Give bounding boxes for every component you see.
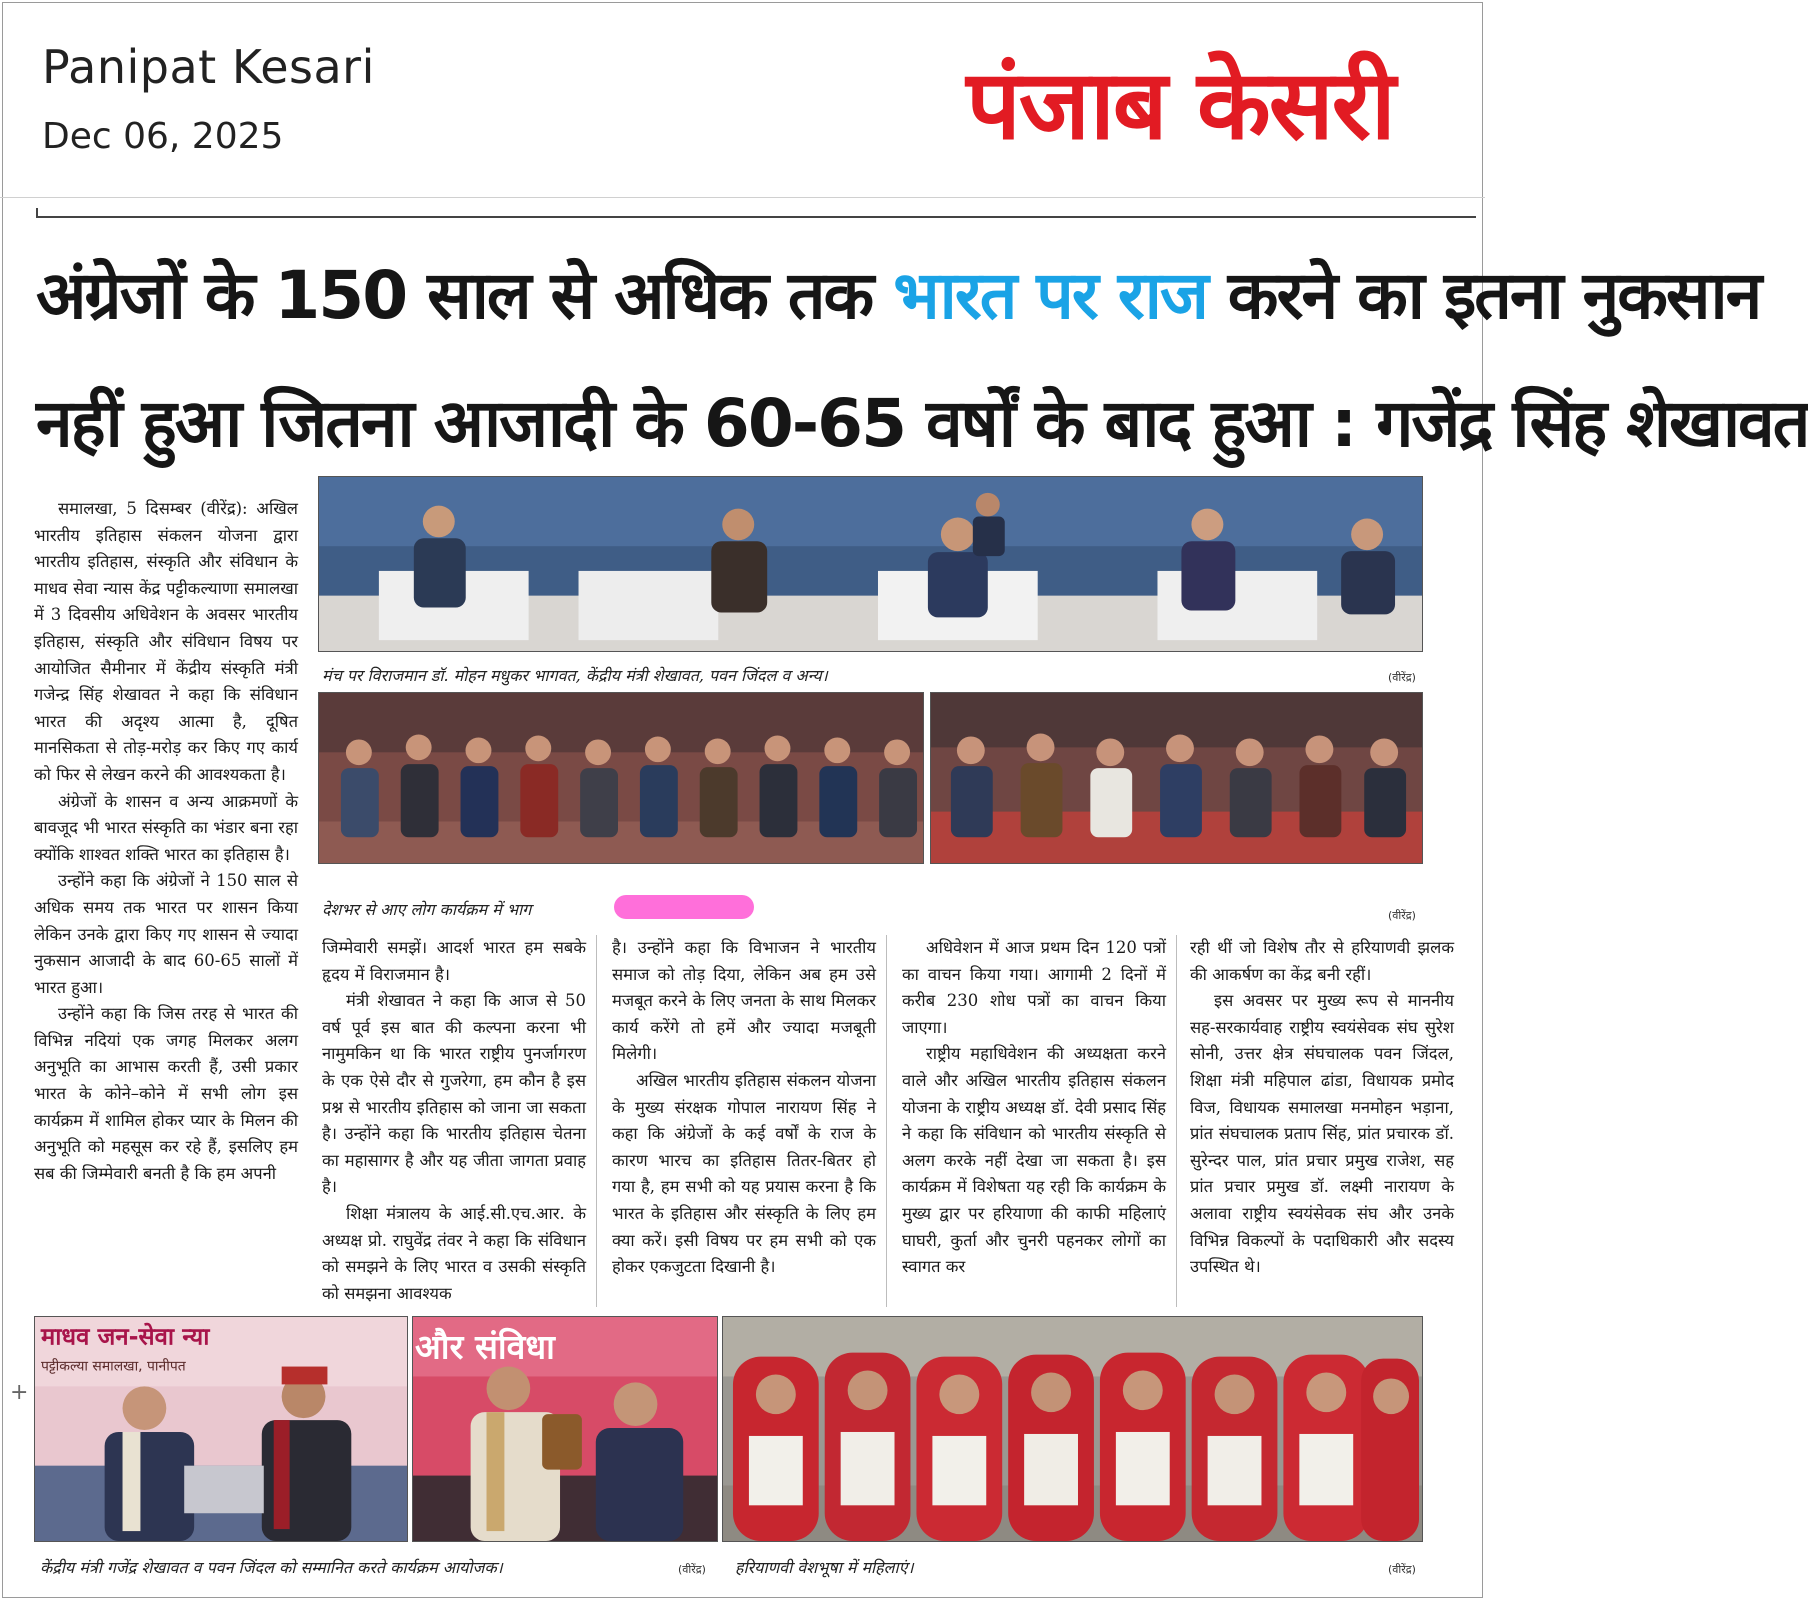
stage-photo: [318, 476, 1423, 652]
honor-banner-line-1: माधव जन-सेवा न्या: [40, 1322, 210, 1351]
article-paragraph: उन्होंने कहा कि जिस तरह से भारत की विभिन्न नदियां एक जगह मिलकर अलग अनुभूति का आभास करती हैं, उसी प्रकार भारत के कोने–कोने में सभी लोग इस कार्यक्रम में शामिल होकर प्यार के मिलन की अनुभूति को महसूस कर रहे हैं, इसलिए हम सब की जिम्मेवारी बनती है कि हम अपनी: [34, 1004, 298, 1183]
headline-rule-tick: [36, 208, 38, 218]
audience-photo-right: [930, 692, 1423, 864]
women-photo: [722, 1316, 1423, 1542]
audience-photo-caption: देशभर से आए लोग कार्यक्रम में भाग: [322, 900, 532, 919]
article-paragraph: है। उन्होंने कहा कि विभाजन ने भारतीय समाज को तोड़ दिया, लेकिन अब हम उसे मजबूत करने के लिए जनता के साथ मिलकर कार्य करेंगे तो हमें और ज्यादा मजबूती मिलेगी।: [612, 938, 876, 1064]
honor-photo-credit: (वीरेंद्र): [678, 1563, 706, 1576]
source-date: Dec 06, 2025: [42, 116, 284, 157]
stage-photo-caption: मंच पर विराजमान डॉ. मोहन मधुकर भागवत, केंद्रीय मंत्री शेखावत, पवन जिंदल व अन्य।: [322, 666, 828, 685]
article-column-1: [34, 496, 298, 1187]
headline-part-b: करने का इतना नुकसान: [1206, 257, 1761, 334]
article-paragraph: अंग्रेजों के शासन व अन्य आक्रमणों के बावजूद भी भारत संस्कृति का भंडार बना रहा क्योंकि शाश्वत शक्ति भारत का इतिहास है।: [34, 791, 298, 864]
audience-photo-credit: (वीरेंद्र): [1388, 909, 1416, 922]
women-photo-caption: हरियाणवी वेशभूषा में महिलाएं।: [735, 1558, 914, 1577]
women-photo-credit: (वीरेंद्र): [1388, 1563, 1416, 1576]
honor-banner-2-text: और संविधा: [414, 1327, 555, 1367]
header-divider: [0, 197, 1485, 198]
article-paragraph: जिम्मेवारी समझें। आदर्श भारत हम सबके हृदय में विराजमान है।: [322, 938, 586, 984]
article-paragraph: उन्होंने कहा कि अंग्रेजों ने 150 साल से अधिक समय तक भारत पर शासन किया लेकिन उनके द्वारा किए गए शासन से ज्यादा नुकसान आजादी के बाद 60-65 सालों में भारत हुआ।: [34, 871, 298, 997]
article-paragraph: मंत्री शेखावत ने कहा कि आज से 50 वर्ष पूर्व इस बात की कल्पना करना भी नामुमकिन था कि भारत राष्ट्रीय पुनर्जागरण के एक ऐसे दौर से गुजरेगा, हम कौन है इस प्रश्न से भारतीय इतिहास को जाना जा सकता है। उन्होंने कहा कि भारतीय इतिहास चेतना का महासागर है और यह जीता जागता प्रवाह है।: [322, 991, 586, 1197]
headline-rule: [36, 216, 1476, 218]
honor-photo-caption: केंद्रीय मंत्री गजेंद्र शेखावत व पवन जिंदल को सम्मानित करते कार्यक्रम आयोजक।: [40, 1558, 503, 1577]
article-column-4: [902, 935, 1166, 1281]
stage-photo-credit: (वीरेंद्र): [1388, 671, 1416, 684]
article-column-2: [322, 935, 586, 1307]
article-paragraph: रही थीं जो विशेष तौर से हरियाणवी झलक की आकर्षण का केंद्र बनी रहीं।: [1190, 938, 1454, 984]
honor-banner-line-2: पट्टीकल्या समालखा, पानीपत: [40, 1358, 186, 1375]
honor-photo-left: [34, 1316, 408, 1542]
crosshair-mark: +: [10, 1380, 29, 1405]
newspaper-masthead: पंजाब केसरी: [966, 49, 1394, 161]
headline-line-2: नहीं हुआ जितना आजादी के 60-65 वर्षों के बाद हुआ : गजेंद्र सिंह शेखावत: [36, 385, 1808, 462]
column-divider: [596, 935, 597, 1307]
column-divider: [1176, 935, 1177, 1307]
audience-photo-left: [318, 692, 924, 864]
headline-line-1: [36, 252, 1761, 340]
article-paragraph: समालखा, 5 दिसम्बर (वीरेंद्र): अखिल भारतीय इतिहास संकलन योजना द्वारा भारतीय इतिहास, संस्कृति और संविधान के माधव सेवा न्यास केंद्र पट्टीकल्याणा समालखा में 3 दिवसीय अधिवेशन के अवसर भारतीय इतिहास, संस्कृति और संविधान विषय पर आयोजित सैमीनार में केंद्रीय संस्कृति मंत्री गजेन्द्र सिंह शेखावत ने कहा कि संविधान भारत की अदृश्य आत्मा है, दूषित मानसिकता से तोड़-मरोड़ कर किए गए कार्य को फिर से लेखन करने की आवश्यकता है।: [34, 499, 298, 784]
article-paragraph: अधिवेशन में आज प्रथम दिन 120 पत्रों का वाचन किया गया। आगामी 2 दिनों में करीब 230 शोध पत्रों का वाचन किया जाएगा।: [902, 938, 1166, 1037]
article-column-3: [612, 935, 876, 1281]
headline-part-a: अंग्रेजों के 150 साल से अधिक तक: [36, 257, 894, 334]
article-paragraph: अखिल भारतीय इतिहास संकलन योजना के मुख्य संरक्षक गोपाल नारायण सिंह ने कहा कि अंग्रेजों के कई वर्षों के राज के कारण भारच का इतिहास तितर-बितर हो गया है, हम सभी को यह प्रयास करना है कि भारत के इतिहास और संस्कृति के लिए हम क्या करें। इसी विषय पर हम सभी को एक होकर एकजुटता दिखानी है।: [612, 1070, 876, 1277]
article-paragraph: इस अवसर पर मुख्य रूप से माननीय सह-सरकार्यवाह राष्ट्रीय स्वयंसेवक संघ सुरेश सोनी, उत्तर क्षेत्र संघचालक पवन जिंदल, शिक्षा मंत्री महिपाल ढांडा, विधायक प्रमोद विज, विधायक समालखा मनमोहन भड़ाना, प्रांत संघचालक प्रताप सिंह, प्रांत प्रचारक डॉ. सुरेन्दर पाल, प्रांत प्रचार प्रमुख राजेश, सह प्रांत प्रचार प्रमुख डॉ. लक्ष्मी नारायण के अलावा राष्ट्रीय स्वयंसेवक संघ और उनके विभिन्न विकल्पों के पदाधिकारी और सदस्य उपस्थित थे।: [1190, 991, 1454, 1277]
source-name: Panipat Kesari: [42, 40, 375, 94]
headline-highlight: भारत पर राज: [893, 257, 1207, 334]
article-paragraph: शिक्षा मंत्रालय के आई.सी.एच.आर. के अध्यक्ष प्रो. राघुवेंद्र तंवर ने कहा कि संविधान को समझने के लिए भारत व उसकी संस्कृति को समझना आवश्यक: [322, 1203, 586, 1303]
article-column-5: [1190, 935, 1454, 1281]
pink-highlight-mark: [614, 895, 754, 919]
honor-photo-middle: [412, 1316, 718, 1542]
column-divider: [886, 935, 887, 1307]
article-paragraph: राष्ट्रीय महाधिवेशन की अध्यक्षता करने वाले और अखिल भारतीय इतिहास संकलन योजना के राष्ट्रीय अध्यक्ष डॉ. देवी प्रसाद सिंह ने कहा कि संविधान को भारतीय संस्कृति से अलग करके नहीं देखा जा सकता है। इस कार्यक्रम में विशेषता यह रही कि कार्यक्रम के मुख्य द्वार पर हरियाणा की काफी महिलाएं घाघरी, कुर्ता और चुनरी पहनकर लोगों का स्वागत कर: [902, 1044, 1166, 1277]
